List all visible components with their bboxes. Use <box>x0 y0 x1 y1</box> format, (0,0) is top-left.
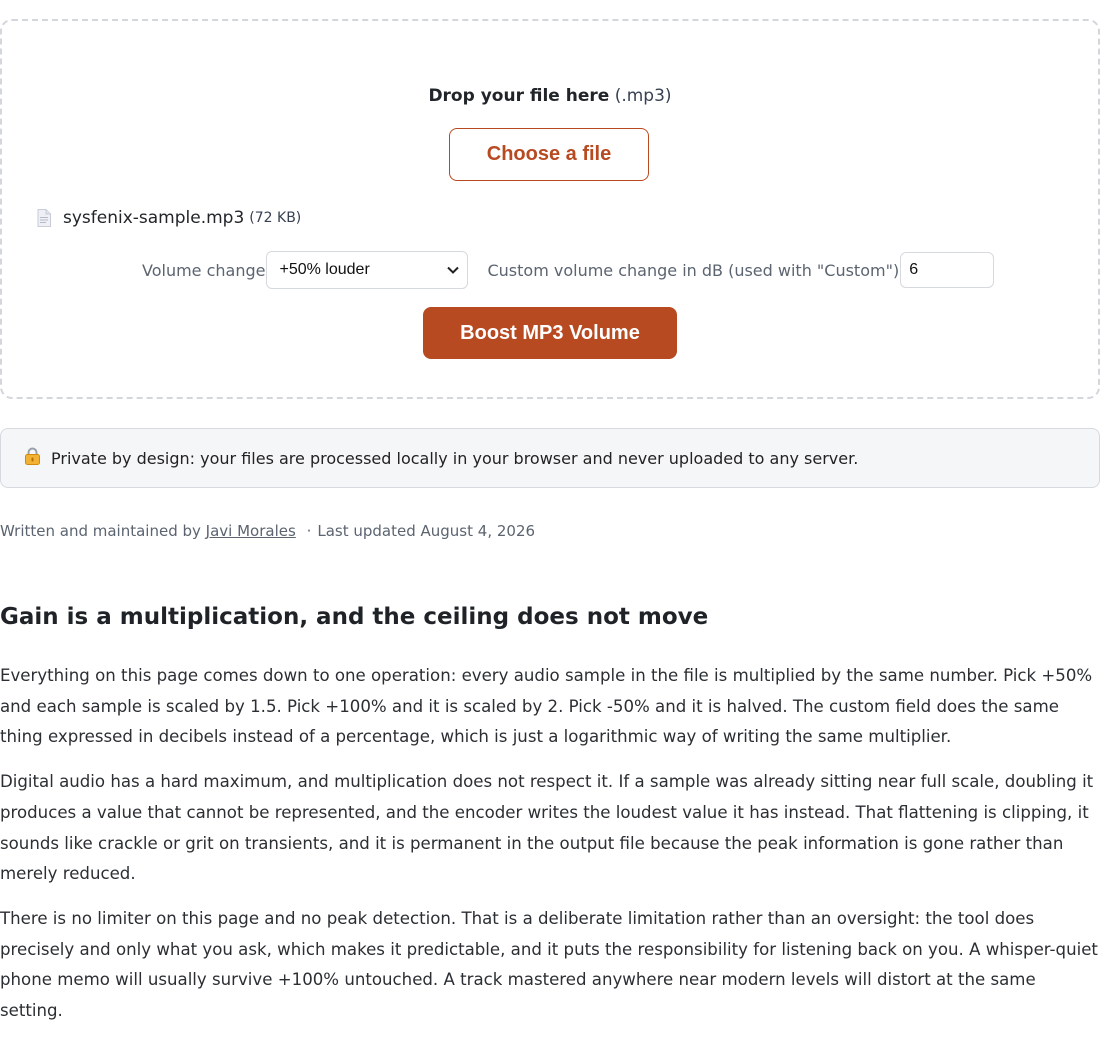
article-body <box>0 661 1100 1041</box>
drop-title-ext: (.mp3) <box>614 86 672 106</box>
selected-file <box>37 206 301 230</box>
file-size: (72 KB) <box>249 210 302 226</box>
drop-title-bold: Drop your file here <box>428 86 610 106</box>
choose-file-button[interactable]: Choose a file <box>449 128 649 181</box>
byline-separator: · <box>306 522 312 540</box>
byline <box>0 519 535 543</box>
privacy-notice <box>0 428 1100 488</box>
volume-change-selected: +50% louder <box>279 261 370 278</box>
article-paragraph: Digital audio has a hard maximum, and multiplication does not respect it. If a sample was already sitting near full scale, doubling it produces a value that cannot be represented, and the encoder writes the loudest value it has instead. That flattening is clipping, it sounds like crackle or grit on transients, and it is permanent in the output file because the peak information is gone rather than merely reduced. <box>0 772 1094 884</box>
custom-db-input[interactable] <box>900 252 994 288</box>
lock-icon <box>24 447 51 469</box>
volume-change-select[interactable] <box>266 251 468 289</box>
volume-change-label: Volume change <box>142 260 266 280</box>
privacy-text: Private by design: your files are processed locally in your browser and never uploaded to any server. <box>51 448 859 468</box>
author-link[interactable]: Javi Morales <box>205 522 296 540</box>
article-paragraph: Everything on this page comes down to one operation: every audio sample in the file is multiplied by the same number. Pick +50% and each sample is scaled by 1.5. Pick +100% and it is scaled by 2. Pick -50% and it is halved. The custom field does the same thing expressed in decibels instead of a percentage, which is just a logarithmic way of writing the same multiplier. <box>0 666 1093 747</box>
drop-title <box>2 84 1098 108</box>
file-name: sysfenix-sample.mp3 <box>63 208 245 228</box>
custom-db-label: Custom volume change in dB (used with "Custom") <box>487 260 900 280</box>
file-icon <box>37 209 51 227</box>
chevron-down-icon <box>447 261 459 279</box>
byline-prefix: Written and maintained by <box>0 522 201 540</box>
last-updated: Last updated August 4, 2026 <box>317 522 536 540</box>
article-paragraph: There is no limiter on this page and no peak detection. That is a deliberate limitation rather than an oversight: the tool does precisely and only what you ask, which makes it predictable, and it puts the responsibility for listening back on you. A whisper-quiet phone memo will usually survive +100% untouched. A track mastered anywhere near modern levels will distort at the same setting. <box>0 908 1098 1021</box>
boost-volume-button[interactable]: Boost MP3 Volume <box>423 307 677 359</box>
article-heading: Gain is a multiplication, and the ceiling does not move <box>0 604 709 630</box>
volume-controls <box>142 250 994 290</box>
upload-dropzone[interactable] <box>0 19 1100 399</box>
